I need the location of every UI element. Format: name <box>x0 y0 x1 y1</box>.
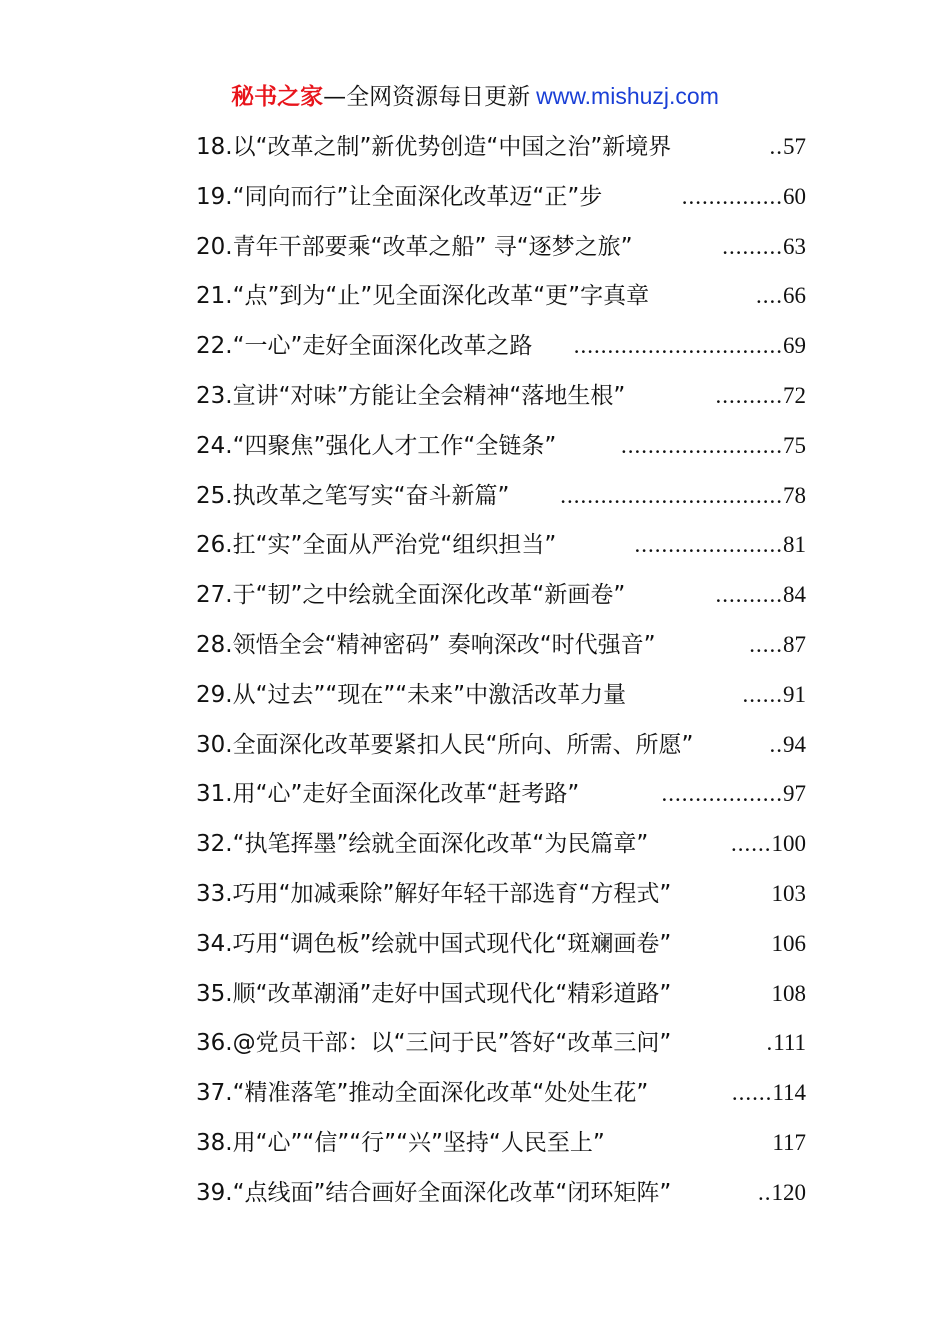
toc-entry-title: 27.于“韧”之中绘就全面深化改革“新画卷” <box>196 582 626 609</box>
toc-entry-leader: .... <box>756 283 783 309</box>
toc-entry-title: 21.“点”到为“止”见全面深化改革“更”字真章 <box>196 283 650 310</box>
toc-entry[interactable] <box>196 1176 806 1226</box>
toc-entry-page-number: 117 <box>772 1129 806 1155</box>
toc-entry[interactable] <box>196 429 806 479</box>
toc-entry-page-number: 108 <box>771 980 806 1006</box>
toc-entry[interactable] <box>196 528 806 578</box>
toc-entry-leader: ............... <box>681 183 783 209</box>
toc-entry-leader: ................................. <box>560 482 783 508</box>
toc-entry-page-number: 120 <box>771 1179 806 1205</box>
toc-entry-page-number: 57 <box>783 134 806 159</box>
toc-entry-leader: .. <box>769 134 783 159</box>
toc-entry-title: 39.“点线面”结合画好全面深化改革“闭环矩阵” <box>196 1179 672 1206</box>
toc-entry-title: 34.巧用“调色板”绘就中国式现代化“斑斓画卷” <box>196 930 672 957</box>
toc-entry[interactable] <box>196 977 806 1027</box>
toc-entry-page-number: 75 <box>783 432 806 458</box>
toc-entry-page-number: 97 <box>783 781 806 807</box>
toc-entry-page-number: 87 <box>783 631 806 657</box>
toc-entry[interactable] <box>196 678 806 728</box>
toc-entry-title: 33.巧用“加减乘除”解好年轻干部选育“方程式” <box>196 880 672 907</box>
toc-entry-page-number: 66 <box>783 283 806 309</box>
toc-entry-page-number: 94 <box>783 731 806 757</box>
toc-entry-page-number: 81 <box>783 532 806 558</box>
toc-entry-title: 24.“四聚焦”强化人才工作“全链条” <box>196 432 557 459</box>
toc-entry-page-number: 78 <box>783 482 806 508</box>
brand-name: 秘书之家 <box>231 84 324 110</box>
toc-entry[interactable] <box>196 927 806 977</box>
toc-entry[interactable] <box>196 379 806 429</box>
toc-entry-page-number: 100 <box>771 831 806 857</box>
toc-entry-leader: . <box>766 1030 774 1056</box>
toc-entry-title: 32.“执笔挥墨”绘就全面深化改革“为民篇章” <box>196 831 649 858</box>
table-of-contents <box>196 130 806 1226</box>
toc-entry-title: 37.“精准落笔”推动全面深化改革“处处生花” <box>196 1080 649 1107</box>
toc-entry-title: 38.用“心”“信”“行”“兴”坚持“人民至上” <box>196 1129 605 1156</box>
toc-entry-page-number: 69 <box>783 333 806 359</box>
toc-entry-page-number: 114 <box>772 1080 806 1106</box>
toc-entry-title: 31.用“心”走好全面深化改革“赶考路” <box>196 781 580 808</box>
toc-entry[interactable] <box>196 180 806 230</box>
toc-entry-leader: ...................... <box>634 532 783 558</box>
toc-entry-leader: ...... <box>731 1080 773 1106</box>
toc-entry-leader: ........................ <box>621 432 783 458</box>
toc-entry-leader: .......... <box>715 382 783 408</box>
toc-entry-page-number: 63 <box>783 233 806 259</box>
toc-entry[interactable] <box>196 479 806 529</box>
toc-entry-title: 25.执改革之笔写实“奋斗新篇” <box>196 482 510 509</box>
toc-entry-title: 18.以“改革之制”新优势创造“中国之治”新境界 <box>196 134 672 160</box>
toc-entry-leader: .......... <box>715 582 783 608</box>
site-url-link[interactable]: www.mishuzj.com <box>536 83 719 109</box>
toc-entry-leader: ..... <box>749 631 783 657</box>
toc-entry-title: 23.宣讲“对味”方能让全会精神“落地生根” <box>196 382 626 409</box>
toc-entry-title: 29.从“过去”“现在”“未来”中激活改革力量 <box>196 681 627 708</box>
toc-entry-title: 19.“同向而行”让全面深化改革迈“正”步 <box>196 183 603 210</box>
header-tagline: —全网资源每日更新 <box>323 84 531 110</box>
toc-entry-title: 22.“一心”走好全面深化改革之路 <box>196 333 533 360</box>
toc-entry[interactable] <box>196 728 806 778</box>
toc-entry-leader: ............................... <box>573 333 783 359</box>
toc-entry-title: 35.顺“改革潮涌”走好中国式现代化“精彩道路” <box>196 980 672 1007</box>
toc-entry-page-number: 106 <box>771 930 806 956</box>
toc-entry-title: 20.青年干部要乘“改革之船” 寻“逐梦之旅” <box>196 233 633 260</box>
toc-entry-title: 28.领悟全会“精神密码” 奏响深改“时代强音” <box>196 631 656 658</box>
toc-entry[interactable] <box>196 1076 806 1126</box>
toc-entry[interactable] <box>196 877 806 927</box>
toc-entry-leader: ...... <box>731 831 772 857</box>
toc-entry-page-number: 111 <box>773 1030 806 1056</box>
toc-entry[interactable] <box>196 777 806 827</box>
toc-entry-title: 26.扛“实”全面从严治党“组织担当” <box>196 532 557 559</box>
toc-entry[interactable] <box>196 130 806 180</box>
toc-entry-page-number: 60 <box>783 183 806 209</box>
site-header <box>0 80 950 113</box>
toc-entry-leader: .................. <box>661 781 783 807</box>
toc-entry-title: 36.@党员干部：以“三问于民”答好“改革三问” <box>196 1030 672 1057</box>
toc-entry-leader: .. <box>758 1179 772 1205</box>
toc-entry[interactable] <box>196 279 806 329</box>
toc-entry[interactable] <box>196 1126 806 1176</box>
toc-entry-page-number: 72 <box>783 382 806 408</box>
toc-entry-page-number: 84 <box>783 582 806 608</box>
toc-entry[interactable] <box>196 329 806 379</box>
toc-entry-leader: .. <box>769 731 783 757</box>
toc-entry[interactable] <box>196 230 806 280</box>
toc-entry[interactable] <box>196 628 806 678</box>
toc-entry[interactable] <box>196 1026 806 1076</box>
toc-entry-title: 30.全面深化改革要紧扣人民“所向、所需、所愿” <box>196 731 694 758</box>
toc-entry-leader: ......... <box>722 233 783 259</box>
toc-entry-page-number: 91 <box>783 681 806 707</box>
toc-entry[interactable] <box>196 827 806 877</box>
toc-entry-leader: ...... <box>742 681 783 707</box>
toc-entry-page-number: 103 <box>771 880 806 906</box>
toc-entry[interactable] <box>196 578 806 628</box>
